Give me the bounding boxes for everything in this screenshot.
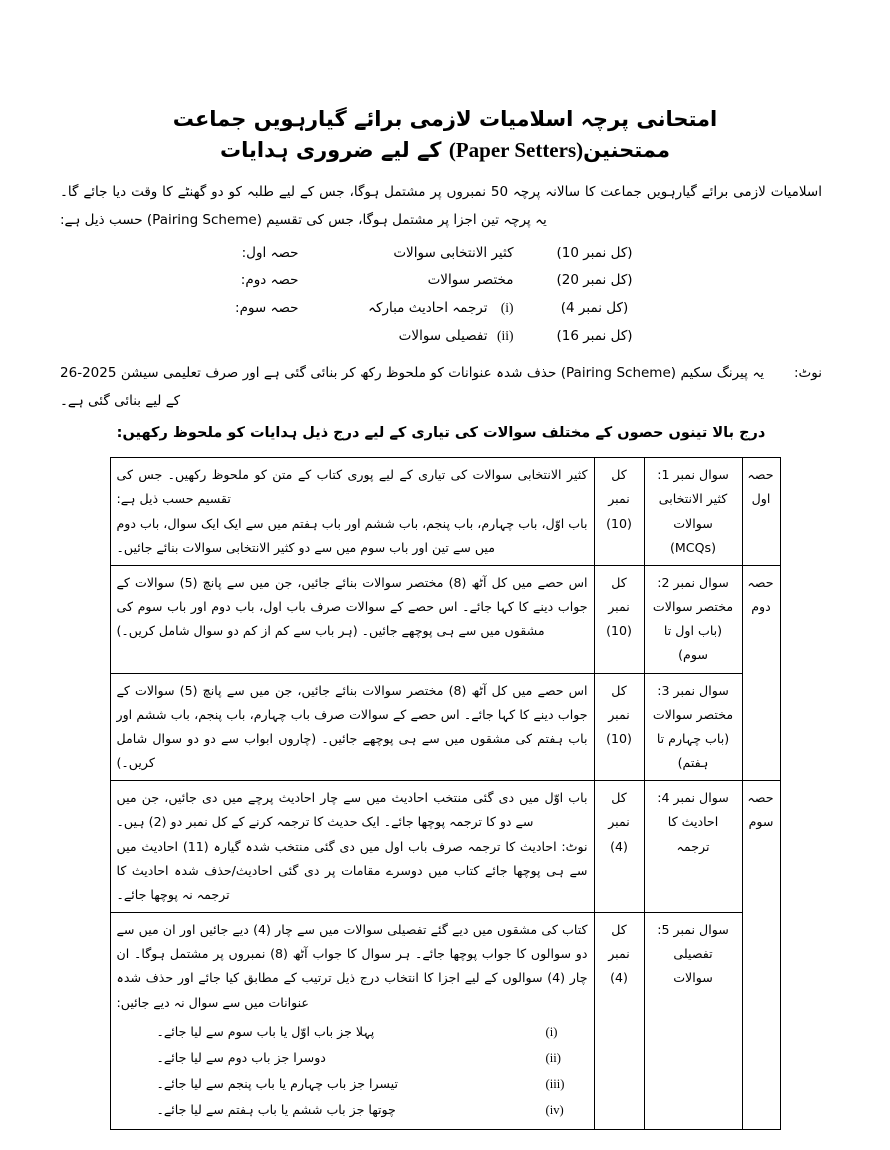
note-line <box>60 360 822 415</box>
marks-cell <box>594 565 644 673</box>
instruction-paragraph: کثیر الانتخابی سوالات کی تیاری کے لیے پوری کتاب کے متن کو ملحوظ رکھیں۔ جس کی تقسیم حسب ذیل ہے: <box>116 467 588 507</box>
question-title-cell <box>644 673 742 781</box>
section-cell: حصہ دوم <box>742 565 780 780</box>
parts-list <box>0 240 890 350</box>
note-block <box>60 360 822 415</box>
part-label: حصہ سوم: <box>235 300 299 317</box>
part-name <box>299 322 520 350</box>
part-name-text: ترجمہ احادیث مبارکہ <box>368 300 488 317</box>
section-cell: حصہ اول <box>742 458 780 566</box>
question-title-cell <box>644 565 742 673</box>
question-title-line: مختصر سوالات <box>652 599 734 615</box>
marks-label: کل نمبر <box>608 574 630 615</box>
title-line-two-tail: کے لیے ضروری ہدایات <box>220 138 449 163</box>
marks-value: (10) <box>606 623 632 639</box>
sub-item-roman: (i) <box>545 1024 558 1039</box>
note-key: نوٹ: <box>794 365 822 382</box>
intro-paragraph: اسلامیات لازمی برائے گیارہویں جماعت کا سالانہ پرچہ 50 نمبروں پر مشتمل ہوگا، جس کے لیے طلبہ کو دو گھنٹے کا وقت دیا جائے گا۔ یہ پرچہ تین اجزا پر مشتمل ہوگا، جس کی تقسیم (Pairing Scheme) حسب ذیل ہے: <box>60 183 822 228</box>
instructions-cell <box>110 458 594 566</box>
part-name <box>299 294 520 322</box>
part-name: مختصر سوالات <box>427 272 514 289</box>
part-row <box>0 294 890 322</box>
marks-cell <box>594 673 644 781</box>
question-number: سوال نمبر 1: <box>657 467 729 483</box>
marks-value: (10) <box>606 730 632 746</box>
instructions-cell <box>110 565 594 673</box>
instruction-paragraph: اس حصے میں کل آٹھ (8) مختصر سوالات بنائے جائیں، جن میں سے پانچ (5) سوالات کے جواب دینے کا کہا جائے۔ اس حصے کے سوالات صرف باب چہارم، باب پنجم، باب ششم اور باب ہفتم کی مشقوں میں سے ہی پوچھے جائیں۔ (چاروں ابواب سے دو دو سوال شامل کریں۔) <box>116 682 588 771</box>
question-title-line: کثیر الانتخابی <box>658 491 728 507</box>
question-title-line: ترجمہ <box>676 838 710 854</box>
question-title-line: (باب چہارم تا <box>656 730 730 746</box>
instruction-paragraph: اس حصے میں کل آٹھ (8) مختصر سوالات بنائے جائیں، جن میں سے پانچ (5) سوالات کے جواب دینے کا کہا جائے۔ اس حصے کے سوالات صرف باب اول، باب دوم اور باب سوم کی مشقوں میں سے ہی پوچھے جائیں۔ (ہر باب سے کم از کم دو سوال شامل کریں۔) <box>116 574 588 639</box>
section-cell: حصہ سوم <box>742 781 780 1129</box>
question-number: سوال نمبر 2: <box>657 574 729 590</box>
part-row <box>0 322 890 350</box>
instruction-paragraph: کتاب کی مشقوں میں دیے گئے تفصیلی سوالات میں سے چار (4) دیے جائیں اور ان میں سے دو سوالوں کا جواب پوچھا جائے۔ ہر سوال کا جواب آٹھ (8) نمبروں پر مشتمل ہوگا۔ ان چار (4) سوالوں کے لیے اجزا کا انتخاب درج ذیل ترتیب کے مطابق کیا جائے اور حذف شدہ عنوانات میں سے سوال نہ دیے جائیں: <box>116 922 588 1010</box>
question-number: سوال نمبر 4: <box>657 790 729 806</box>
list-item <box>117 1045 588 1071</box>
table-row <box>110 565 780 673</box>
question-number: سوال نمبر 3: <box>657 682 729 698</box>
sub-item-text: پہلا جز باب اوّل یا باب سوم سے لیا جائے۔ <box>156 1023 375 1039</box>
table-row <box>110 781 780 913</box>
table-row <box>110 913 780 1129</box>
part-name-text: تفصیلی سوالات <box>398 328 488 345</box>
question-title-cell <box>644 458 742 566</box>
question-title-line: احادیث کا <box>667 814 719 830</box>
part-marks: (کل نمبر 10) <box>556 245 633 262</box>
question-title-cell <box>644 913 742 1129</box>
part-roman-numeral: (i) <box>500 300 514 316</box>
list-item <box>117 1019 588 1045</box>
page-title <box>0 0 890 167</box>
part-row <box>0 267 890 294</box>
instruction-paragraph: باب اوّل، باب چہارم، باب پنجم، باب ششم اور باب ہفتم میں سے ایک ایک سوال، باب دوم میں سے تین اور باب سوم میں سے دو کثیر الانتخابی سوالات بنائے جائیں۔ <box>116 515 588 555</box>
instructions-cell <box>110 781 594 913</box>
marks-cell <box>594 458 644 566</box>
part-marks: (کل نمبر 20) <box>556 272 633 289</box>
part-name: کثیر الانتخابی سوالات <box>393 245 514 262</box>
question-title-line: ہفتم) <box>677 755 709 771</box>
question-title-line: تفصیلی <box>673 946 713 962</box>
part-roman-numeral: (ii) <box>497 328 514 344</box>
instruction-paragraph: باب اوّل میں دی گئی منتخب احادیث میں سے چار احادیث پرچے میں دی جائیں، جن میں سے دو کا ترجمہ پوچھا جائے۔ ایک حدیث کا ترجمہ کرنے کے کل نمبر دو (2) ہیں۔ <box>116 790 588 830</box>
note-text: یہ پیرنگ سکیم (Pairing Scheme) حذف شدہ عنوانات کو ملحوظ رکھ کر بنائی گئی ہے اور صرف تعلیمی سیشن 2025-26 کے لیے بنائی گئی ہے۔ <box>60 365 764 409</box>
sub-item-list <box>117 1019 588 1124</box>
instructions-cell <box>110 673 594 781</box>
question-title-line: سوالات <box>673 515 713 531</box>
instruction-line: درج بالا تینوں حصوں کے مختلف سوالات کی تیاری کے لیے درج ذیل ہدایات کو ملحوظ رکھیں: <box>116 424 766 441</box>
sub-item-roman: (ii) <box>545 1051 561 1066</box>
list-item <box>117 1071 588 1097</box>
instruction-paragraph: نوٹ: احادیث کا ترجمہ صرف باب اول میں دی گئی منتخب شدہ گیارہ (11) احادیث میں سے ہی پوچھا جائے کتاب میں دوسرے مقامات پر دی گئی احادیث/حذف شدہ احادیث کا ترجمہ نہ پوچھا جائے۔ <box>116 838 588 902</box>
instructions-cell <box>110 913 594 1129</box>
marks-label: کل نمبر <box>608 467 630 507</box>
title-examiners-word: ممتحنین <box>583 138 670 163</box>
title-line-one: امتحانی پرچہ اسلامیات لازمی برائے گیارہویں جماعت <box>172 107 718 131</box>
marks-cell <box>594 913 644 1129</box>
table-row <box>110 673 780 781</box>
question-title-line: مختصر سوالات <box>652 706 734 722</box>
marks-label: کل نمبر <box>608 790 630 830</box>
part-row <box>0 240 890 267</box>
sub-item-roman: (iv) <box>545 1103 564 1118</box>
question-number: سوال نمبر 5: <box>657 922 729 938</box>
question-title-line: (MCQs) <box>670 539 716 555</box>
question-title-line: (باب اول تا سوم) <box>663 623 723 663</box>
sub-item-roman: (iii) <box>545 1077 565 1092</box>
marks-label: کل نمبر <box>608 682 630 722</box>
pairing-scheme-table <box>110 457 781 1129</box>
part-label: حصہ اول: <box>241 245 299 262</box>
title-line-two <box>0 134 890 167</box>
part-marks: (کل نمبر 4) <box>560 300 629 317</box>
marks-value: (10) <box>606 515 632 531</box>
part-marks: (کل نمبر 16) <box>556 328 633 345</box>
sub-item-text: دوسرا جز باب دوم سے لیا جائے۔ <box>156 1050 326 1066</box>
marks-cell <box>594 781 644 913</box>
question-title-line: سوالات <box>673 970 713 986</box>
table-row <box>110 458 780 566</box>
sub-item-text: چوتھا جز باب ششم یا باب ہفتم سے لیا جائے۔ <box>156 1102 396 1118</box>
marks-value: (4) <box>610 970 628 986</box>
sub-item-text: تیسرا جز باب چہارم یا باب پنجم سے لیا جائے۔ <box>156 1076 398 1092</box>
part-label: حصہ دوم: <box>240 272 299 289</box>
title-paper-setters-latin: (Paper Setters) <box>448 138 584 163</box>
marks-value: (4) <box>610 838 628 854</box>
list-item <box>117 1097 588 1123</box>
marks-label: کل نمبر <box>608 922 630 962</box>
question-title-cell <box>644 781 742 913</box>
